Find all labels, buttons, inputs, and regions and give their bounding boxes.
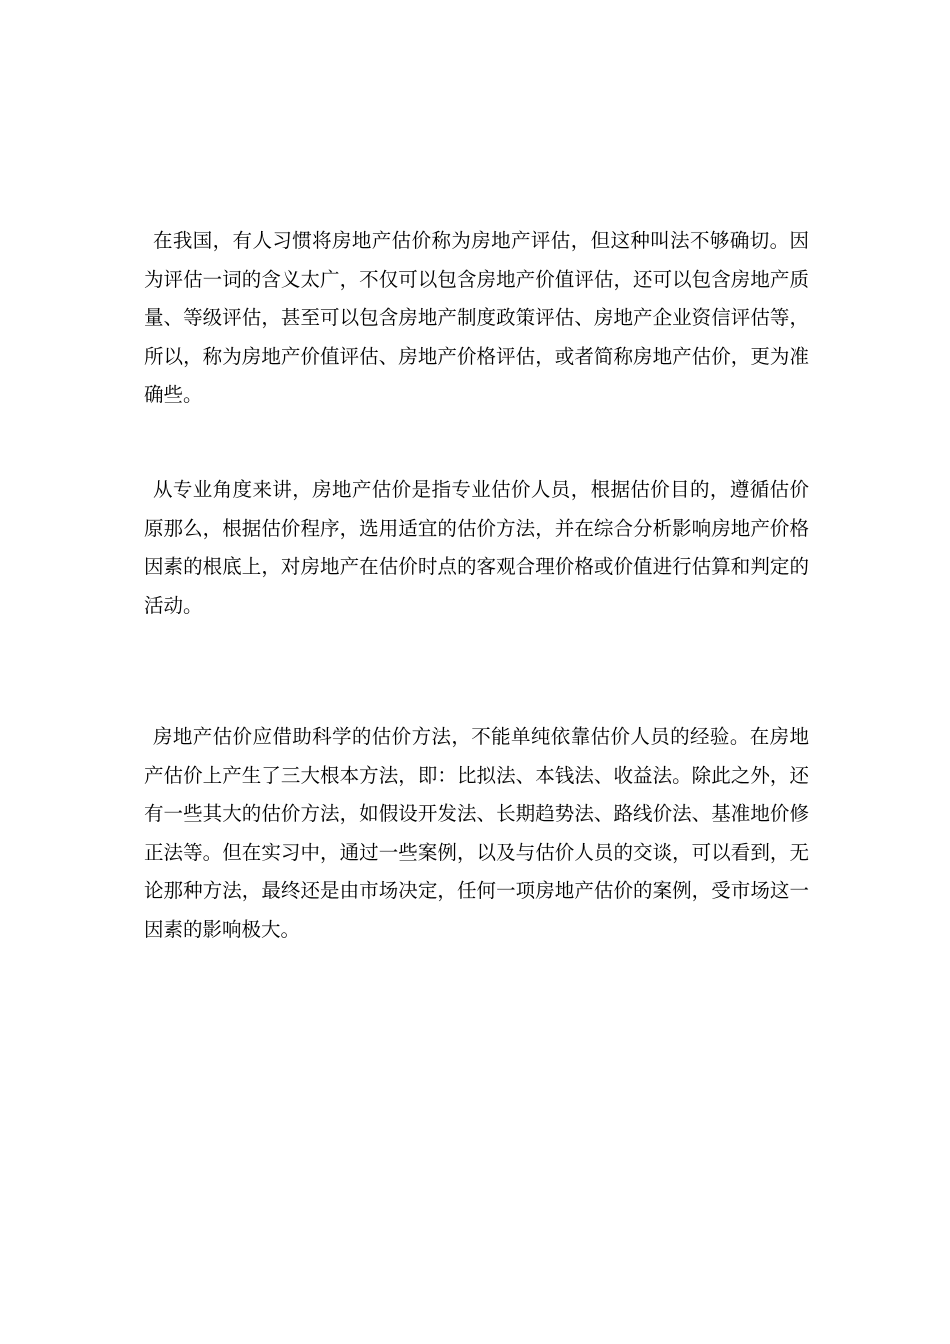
paragraph-definition-terminology: 在我国，有人习惯将房地产估价称为房地产评估，但这种叫法不够确切。因为评估一词的含义太广，不仅可以包含房地产价值评估，还可以包含房地产质量、等级评估，甚至可以包含房地产制度政策评估、房地产企业资信评估等，所以，称为房地产价值评估、房地产价格评估，或者简称房地产估价，更为准确些。 [144,229,809,406]
paragraph-professional-definition: 从专业角度来讲，房地产估价是指专业估价人员，根据估价目的，遵循估价原那么，根据估价程序，选用适宜的估价方法，并在综合分析影响房地产价格因素的根底上，对房地产在估价时点的客观合理价格或价值进行估算和判定的活动。 [144,478,809,617]
paragraph-valuation-methods: 房地产估价应借助科学的估价方法，不能单纯依靠估价人员的经验。在房地产估价上产生了三大根本方法，即：比拟法、本钱法、收益法。除此之外，还有一些其大的估价方法，如假设开发法、长期趋势法、路线价法、基准地价修正法等。但在实习中，通过一些案例，以及与估价人员的交谈，可以看到，无论那种方法，最终还是由市场决定，任何一项房地产估价的案例，受市场这一因素的影响极大。 [144,725,809,941]
